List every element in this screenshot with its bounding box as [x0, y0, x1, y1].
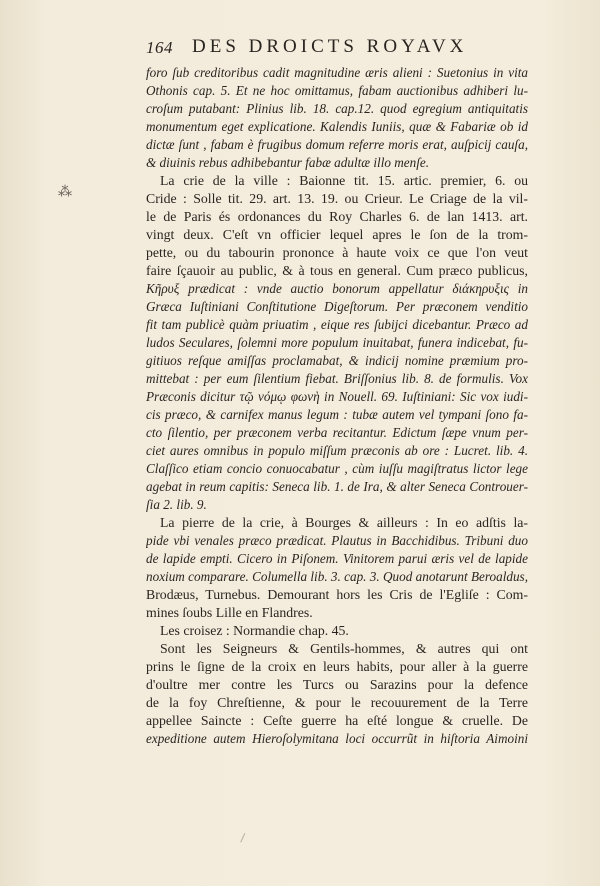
text-line: monumentum eget explicatione. Kalendis Iuniis, quæ & Fabariæ ob id: [146, 119, 528, 134]
text-line: de lapide empti. Cicero in Piſonem. Vinitorem parui æris vel de lapide: [146, 551, 528, 566]
text-line: prins le ſigne de la croix en leurs habits, pour aller à la guerre: [146, 659, 528, 674]
text-line: d'oultre mer contre les Turcs ou Sarazins pour la defence: [146, 677, 528, 692]
text-line: appellee Saincte : Ceſte guerre ha eſté longue & cruelle. De: [146, 713, 528, 728]
text-line: Cride : Solle tit. 29. art. 13. 19. ou Crieur. Le Criage de la vil-: [146, 191, 528, 206]
text-line: Les croisez : Normandie chap. 45.: [160, 623, 349, 638]
text-line: cto ſilentio, per præconem verba recitantur. Edictum ſæpe vnum per-: [146, 425, 528, 440]
text-line: de la foy Chreſtienne, & pour le recouurement de la Terre: [146, 695, 528, 710]
text-line: croſum putabant: Plinius lib. 18. cap.12. quod egregium antiquitatis: [146, 101, 528, 116]
text-line: Sont les Seigneurs & Gentils-hommes, & autres qui ont: [160, 641, 528, 656]
text-line: pide vbi venales præco prædicat. Plautus in Bacchidibus. Tribuni duo: [146, 533, 528, 548]
text-line: Brodæus, Turnebus. Demourant hors les Cris de l'Egliſe : Com-: [146, 587, 528, 602]
text-line: ciet aures omnibus in populo miſſum præconis ab ore : Lucret. lib. 4.: [146, 443, 528, 458]
text-line: & diuinis rebus adhibebantur fabæ adultæ illo menſe.: [146, 155, 430, 170]
text-line: dictæ ſunt , fabam è frugibus domum referre moris erat, auſpicij cauſa,: [146, 137, 528, 152]
text-line: La crie de la ville : Baionne tit. 15. artic. premier, 6. ou: [160, 173, 528, 188]
text-line: Præconis dicitur τῷ νόμῳ φωνὴ in Nouell. 69. Iuſtiniani: Sic vox iudi-: [146, 389, 528, 404]
running-title: DES DROICTS ROYAVX: [192, 36, 468, 57]
text-line: La pierre de la crie, à Bourges & ailleurs : In eo adſtis la-: [160, 515, 528, 530]
text-line: foro ſub creditoribus cadit magnitudine æris alieni : Suetonius in vita: [146, 65, 528, 80]
text-line: Claſſico etiam concio conuocabatur , cùm iuſſu magiſtratus lictor lege: [146, 461, 528, 476]
page-body-text: [146, 64, 528, 748]
text-line: ludos Seculares, ſolemni more populum inuitabat, funera indicebat, fu-: [146, 335, 528, 350]
page-number: 164: [146, 38, 173, 57]
text-line: le de Paris és ordonances du Roy Charles 6. de lan 1413. art.: [146, 209, 528, 224]
text-line: gitiuos reſque amiſſas proclamabat, & indicij nomine præmium pro-: [146, 353, 528, 368]
text-line: Græca Iuſtiniani Conſtitutione Digeſtorum. Per præconem venditio: [146, 299, 528, 314]
text-line: Othonis cap. 5. Et ne hoc omittamus, fabam auctionibus adhiberi lu-: [146, 83, 528, 98]
text-line: noxium comparare. Columella lib. 3. cap. 3. Quod anotarunt Beroaldus,: [146, 569, 528, 584]
text-line: agebat in reum capitis: Seneca lib. 1. de Ira, & alter Seneca Controuer-: [146, 479, 528, 494]
margin-asterism-mark: ⁂: [58, 185, 72, 200]
text-line: faire ſçauoir au public, & à tous en general. Cum præco publicus,: [146, 263, 528, 278]
text-line: pette, ou du tabourin prononce à haute voix ce que l'on veut: [146, 245, 528, 260]
text-line: mittebat : per eum ſilentium fiebat. Briſſonius lib. 8. de formulis. Vox: [146, 371, 528, 386]
ink-smudge: [240, 833, 251, 845]
text-line: Κῆρυξ prædicat : vnde auctio bonorum appellatur διάκηρυξις in: [146, 281, 528, 296]
text-line: expeditione autem Hieroſolymitana loci occurrũt in hiſtoria Aimoini: [146, 731, 528, 746]
text-line: ſia 2. lib. 9.: [146, 497, 207, 512]
text-line: mines ſoubs Lille en Flandres.: [146, 605, 313, 620]
text-line: cis præco, & carnifex manus legum : tubæ autem vel tympani ſono fa-: [146, 407, 528, 422]
text-line: vingt deux. C'eſt vn officier lequel apres le ſon de la trom-: [146, 227, 528, 242]
page-header: [146, 36, 526, 60]
text-line: fit tam publicè quàm priuatim , eique res ſubijci dicebantur. Præco ad: [146, 317, 528, 332]
